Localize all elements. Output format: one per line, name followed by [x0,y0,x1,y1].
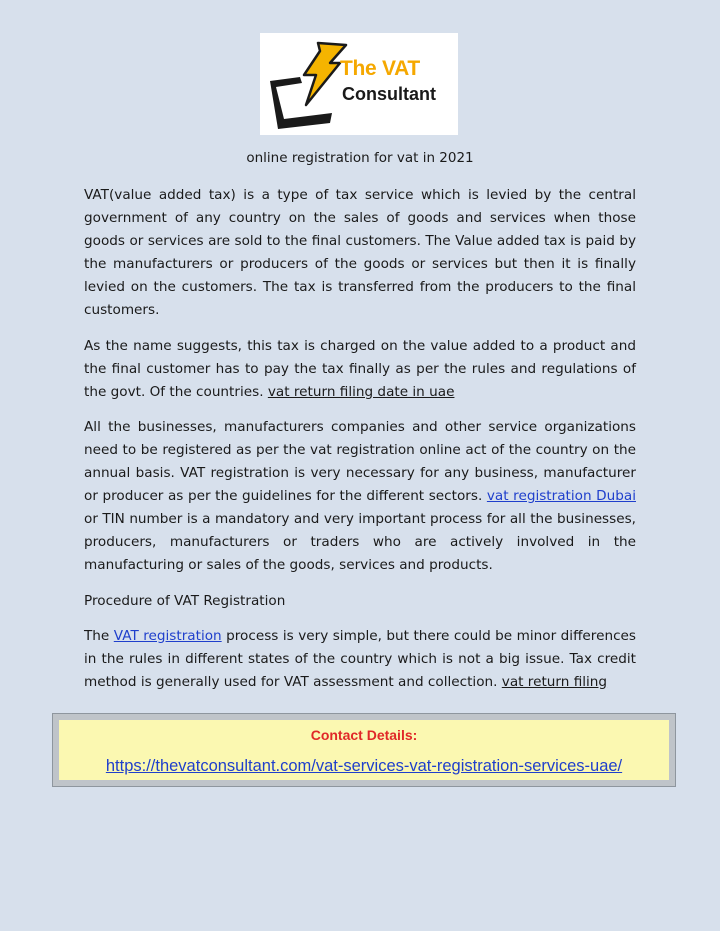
document-title: online registration for vat in 2021 [246,150,474,166]
procedure-heading: Procedure of VAT Registration [84,592,286,609]
contact-label: Contact Details: [310,727,418,743]
paragraph-procedure [84,625,636,694]
logo-text-primary: The VAT [340,57,420,80]
bolt-checkbox-icon [260,33,350,135]
paragraph-vat-definition: VAT(value added tax) is a type of tax service which is levied by the central government of any country on the sales of goods and services when those goods or services are sold to the final customers. The Value added tax is paid by the manufacturers or producers of the goods or services but then it is finally levied on the customers. The tax is transferred from the producers to the final customers. [84,187,636,319]
paragraph-text: The [84,627,114,644]
paragraph-text: All the businesses, manufacturers companies and other service organizations need to be registered as per the vat registration online act of the country on the annual basis. VAT registration is very necessary for any business, manufacturer or producer as per the guidelines for the different sectors. [84,418,636,505]
vat-return-filing-link[interactable]: vat return filing [501,673,608,690]
paragraph-text: As the name suggests, this tax is charged on the value added to a product and the final customer has to pay the tax finally as per the rules and regulations of the govt. Of the countries. [84,337,636,400]
vat-return-filing-date-link[interactable]: vat return filing date in uae [267,383,455,400]
contact-box-inner [59,720,669,780]
contact-url-link[interactable]: https://thevatconsultant.com/vat-services-vat-registration-services-uae/ [105,757,623,775]
logo-text-secondary: Consultant [342,84,436,104]
paragraph-text: process is very simple, but there could be minor differences in the rules in different states of the country which is not a big issue. Tax credit method is generally used for VAT assessment and collection. [84,627,636,690]
logo [260,33,458,135]
vat-registration-link[interactable]: VAT registration [113,627,222,644]
vat-registration-dubai-link[interactable]: vat registration Dubai [486,488,636,505]
paragraph-registration [84,416,636,578]
contact-box [52,713,676,787]
paragraph-value-added [84,335,636,404]
paragraph-text: or TIN number is a mandatory and very important process for all the businesses, producers, manufacturers or traders who are actively involved in the manufacturing or sales of the goods, services and products. [84,511,636,574]
document-body [84,184,636,706]
